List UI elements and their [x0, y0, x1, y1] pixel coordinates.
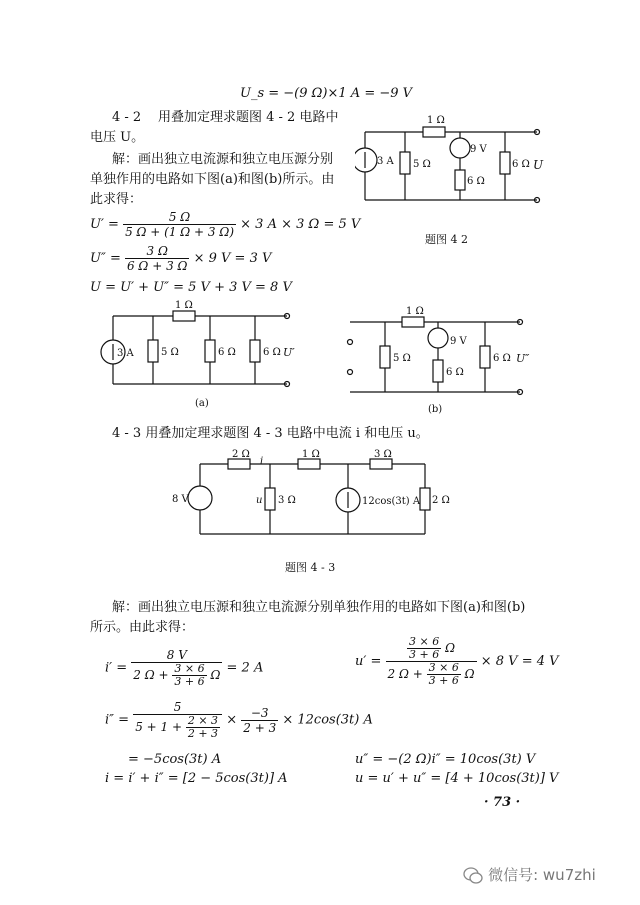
label-2ohm-right: 2 Ω — [432, 495, 450, 506]
den-unit: Ω — [464, 667, 475, 681]
label-5ohm: 5 Ω — [393, 353, 411, 364]
numerator: 5 — [133, 700, 222, 715]
fraction — [131, 648, 222, 688]
terminal-icon — [348, 340, 353, 345]
equation-i-double-prime — [105, 700, 373, 740]
wechat-watermark — [463, 864, 596, 885]
label-12cos-source: 12cos(3t) A — [362, 496, 421, 507]
times-sign: × — [226, 712, 238, 728]
denominator: 3 + 6 — [428, 674, 459, 687]
eq-lhs: u′ = — [355, 654, 382, 669]
label-8v: 8 V — [172, 494, 189, 505]
equation-u-total-4-3: u = u′ + u″ = [4 + 10cos(3t)] V — [355, 771, 559, 786]
circuit-figure-4-2 — [355, 112, 555, 212]
numerator: 2 × 3 — [187, 714, 219, 727]
fraction — [186, 715, 220, 740]
denominator: 2 + 3 — [187, 727, 219, 740]
equation-u-double-prime — [90, 244, 271, 273]
label-6ohm-b: 6 Ω — [493, 353, 511, 364]
problem-4-2-title: 用叠加定理求题图 4 - 2 电路中 — [158, 110, 339, 125]
numerator: 3 Ω — [125, 244, 189, 259]
label-6ohm-a: 6 Ω — [467, 176, 485, 187]
fraction — [407, 636, 441, 661]
equation-u-prime-4-3 — [355, 636, 559, 687]
fraction — [125, 244, 189, 273]
problem-4-2-title-cont: 电压 U。 — [90, 130, 145, 145]
numerator: 8 V — [131, 648, 222, 663]
problem-4-3-title: 4 - 3 用叠加定理求题图 4 - 3 电路中电流 i 和电压 u。 — [112, 426, 429, 441]
wechat-icon — [463, 867, 483, 885]
denominator — [386, 662, 477, 687]
circuit-figure-4-3 — [170, 448, 460, 548]
solution-4-2-line1: 解：画出独立电流源和独立电压源分别 — [112, 152, 334, 167]
label-i: i — [260, 456, 264, 467]
label-3a: 3 A — [117, 348, 134, 359]
top-equation: U_s = −(9 Ω)×1 A = −9 V — [240, 86, 413, 101]
watermark-text: 微信号: wu7zhi — [488, 866, 596, 884]
den-part: 2 Ω + — [133, 668, 169, 682]
label-5ohm: 5 Ω — [413, 159, 431, 170]
circuit-figure-a — [95, 300, 305, 415]
label-6ohm-a: 6 Ω — [218, 347, 236, 358]
num-unit: Ω — [445, 641, 456, 655]
equation-u-total: U = U′ + U″ = 5 V + 3 V = 8 V — [90, 280, 292, 295]
label-u: u — [256, 495, 263, 506]
denominator: 6 Ω + 3 Ω — [126, 259, 188, 273]
voltage-source-icon — [428, 328, 448, 348]
equation-i-prime — [105, 648, 263, 688]
den-unit: Ω — [210, 668, 221, 682]
caption-a: (a) — [195, 398, 209, 409]
fraction — [427, 662, 461, 687]
label-1ohm: 1 Ω — [302, 449, 320, 460]
equation-u-double-prime-4-3: u″ = −(2 Ω)i″ = 10cos(3t) V — [355, 752, 536, 767]
eq-rhs: × 8 V = 4 V — [480, 654, 559, 669]
equation-i-total: i = i′ + i″ = [2 − 5cos(3t)] A — [105, 771, 288, 786]
page-number: · 73 · — [484, 795, 521, 810]
denominator: 3 + 6 — [174, 675, 205, 688]
caption-b: (b) — [428, 404, 443, 415]
eq-lhs: i′ = — [105, 660, 128, 676]
voltage-source-icon — [450, 138, 470, 158]
problem-number-4-2: 4 - 2 — [112, 110, 142, 125]
equation-u-prime — [90, 210, 360, 239]
numerator: 3 × 6 — [428, 661, 459, 674]
label-5ohm: 5 Ω — [161, 347, 179, 358]
solution-4-3-line2: 所示。由此求得： — [90, 620, 195, 635]
eq-rhs: × 3 A × 3 Ω = 5 V — [240, 217, 361, 232]
denominator — [131, 663, 222, 688]
label-r1: 1 Ω — [427, 115, 445, 126]
label-6ohm-b: 6 Ω — [512, 159, 530, 170]
equation-i-double-prime-result: = −5cos(3t) A — [128, 752, 222, 767]
eq-lhs: U′ = — [90, 217, 119, 232]
caption-4-2: 题图 4 2 — [425, 233, 468, 246]
denominator — [133, 715, 222, 740]
eq-lhs: i″ = — [105, 712, 130, 728]
numerator: 3 × 6 — [174, 662, 205, 675]
label-9v: 9 V — [470, 144, 487, 155]
eq-rhs: = 2 A — [226, 660, 264, 676]
denominator: 2 + 3 — [243, 720, 277, 735]
eq-rhs: × 9 V = 3 V — [193, 251, 272, 266]
voltage-source-icon — [188, 486, 212, 510]
eq-rhs: × 12cos(3t) A — [282, 712, 373, 728]
caption-4-3: 题图 4 - 3 — [285, 561, 336, 574]
eq-lhs: U″ = — [90, 251, 121, 266]
denominator: 3 + 6 — [409, 648, 440, 661]
solution-4-3-line1: 解：画出独立电压源和独立电流源分别单独作用的电路如下图(a)和图(b) — [112, 600, 526, 615]
label-6ohm-a: 6 Ω — [446, 367, 464, 378]
label-3a: 3 A — [377, 156, 394, 167]
fraction — [133, 700, 222, 740]
denominator: 5 Ω + (1 Ω + 3 Ω) — [125, 225, 235, 239]
label-u-prime: U′ — [283, 346, 295, 359]
den-part: 2 Ω + — [387, 667, 423, 681]
label-6ohm-b: 6 Ω — [263, 347, 281, 358]
numerator: −3 — [241, 706, 278, 721]
circuit-wires — [113, 311, 287, 384]
solution-4-2-line2: 单独作用的电路如下图(a)和图(b)所示。由 — [90, 172, 335, 187]
circuit-figure-b — [340, 300, 540, 418]
fraction — [123, 210, 236, 239]
label-u: U — [533, 158, 544, 172]
label-3ohm: 3 Ω — [278, 495, 296, 506]
label-9v: 9 V — [450, 336, 467, 347]
label-r1: 1 Ω — [406, 306, 424, 317]
label-3ohm-top: 3 Ω — [374, 449, 392, 460]
fraction — [172, 663, 206, 688]
label-r1: 1 Ω — [175, 300, 193, 311]
label-2ohm: 2 Ω — [232, 449, 250, 460]
solution-4-2-line3: 此求得： — [90, 192, 143, 207]
numerator — [386, 636, 477, 662]
fraction — [386, 636, 477, 687]
numerator: 3 × 6 — [409, 635, 440, 648]
numerator: 5 Ω — [123, 210, 236, 225]
den-part: 5 + 1 + — [135, 720, 183, 734]
label-u-double-prime: U″ — [516, 352, 530, 365]
fraction — [241, 706, 278, 735]
terminal-icon — [348, 370, 353, 375]
current-source-icon — [355, 148, 377, 172]
